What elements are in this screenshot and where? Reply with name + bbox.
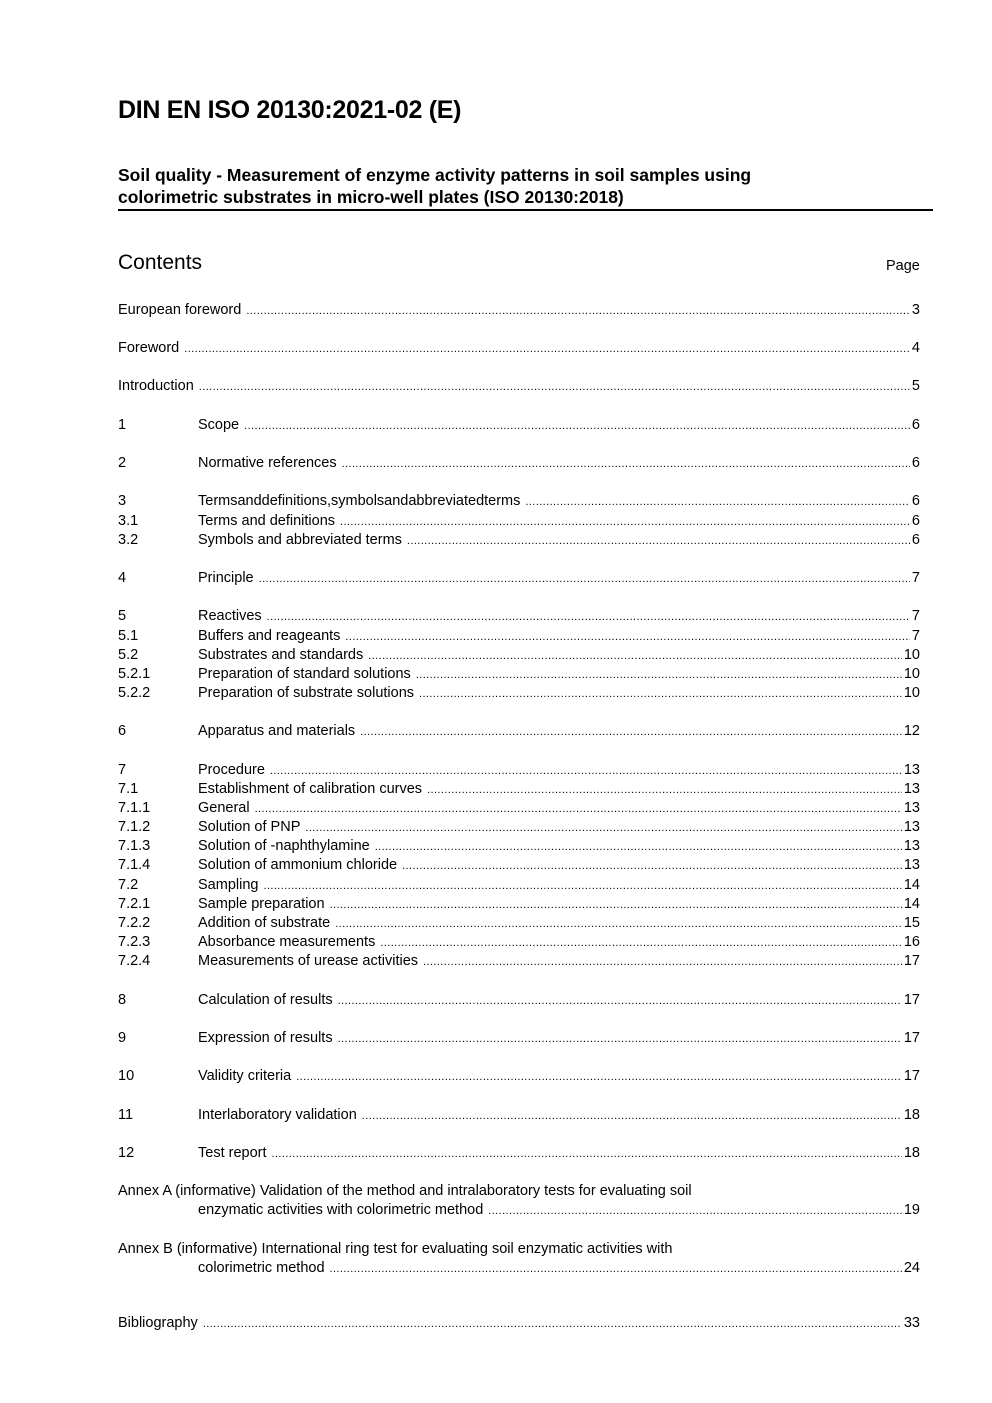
dot-leader — [203, 1314, 902, 1334]
toc-entry-page: 17 — [903, 953, 920, 969]
subtitle-line-2: colorimetric substrates in micro-well plates (ISO 20130:2018) — [118, 187, 624, 207]
dot-leader — [488, 1201, 902, 1221]
toc-entry-number: 3.1 — [118, 513, 139, 529]
dot-leader — [525, 492, 910, 512]
dot-leader — [184, 339, 910, 359]
toc-entry-page: 15 — [903, 915, 920, 931]
toc-entry[interactable] — [118, 531, 920, 550]
toc-entry[interactable] — [118, 799, 920, 818]
toc-entry-page: 13 — [903, 857, 920, 873]
toc-entry-number: 1 — [118, 417, 127, 433]
toc-entry-title: European foreword — [118, 302, 242, 318]
toc-entry[interactable] — [118, 684, 920, 703]
document-subtitle — [118, 164, 933, 211]
toc-entry-number: 5.2 — [118, 647, 139, 663]
dot-leader — [419, 684, 902, 704]
toc-entry-title: Sampling — [198, 877, 259, 893]
toc-entry[interactable] — [118, 780, 920, 799]
toc-entry[interactable] — [118, 1029, 920, 1048]
dot-leader — [407, 531, 910, 551]
dot-leader — [270, 761, 902, 781]
toc-entry[interactable] — [118, 856, 920, 875]
toc-entry[interactable] — [118, 627, 920, 646]
toc-entry-number: 3.2 — [118, 532, 139, 548]
dot-leader — [362, 1106, 902, 1126]
dot-leader — [330, 895, 902, 915]
contents-heading: Contents — [118, 251, 203, 274]
toc-entry[interactable] — [118, 339, 920, 358]
toc-entry-page: 6 — [911, 455, 920, 471]
dot-leader — [380, 933, 902, 953]
toc-entry[interactable] — [118, 722, 920, 741]
toc-entry-number: 5.2.2 — [118, 685, 151, 701]
annex-title-line-1[interactable]: Annex B (informative) International ring test for evaluating soil enzymatic activities with — [118, 1241, 673, 1257]
dot-leader — [427, 780, 902, 800]
toc-entry-page: 6 — [911, 513, 920, 529]
toc-entry-number: 7.2.2 — [118, 915, 151, 931]
toc-entry-page: 10 — [903, 666, 920, 682]
toc-entry-number: 7 — [118, 762, 127, 778]
toc-entry-number: 11 — [118, 1107, 134, 1123]
toc-entry[interactable] — [118, 818, 920, 837]
annex-entry[interactable] — [198, 1201, 920, 1220]
toc-entry-title: Introduction — [118, 378, 194, 394]
dot-leader — [340, 512, 910, 532]
toc-entry-title: Reactives — [198, 608, 262, 624]
dot-leader — [402, 856, 902, 876]
dot-leader — [330, 1259, 902, 1279]
toc-entry-page: 7 — [911, 570, 920, 586]
dot-leader — [360, 722, 902, 742]
annex-title-line-2: colorimetric method — [198, 1260, 325, 1276]
toc-entry-title: Preparation of standard solutions — [198, 666, 411, 682]
toc-entry-title: Solution of PNP — [198, 819, 301, 835]
dot-leader — [416, 665, 902, 685]
toc-entry-number: 7.1.4 — [118, 857, 151, 873]
page-column-heading: Page — [886, 258, 920, 274]
toc-entry-bibliography[interactable] — [118, 1314, 920, 1333]
toc-entry-title: Addition of substrate — [198, 915, 331, 931]
toc-entry-number: 5.2.1 — [118, 666, 151, 682]
toc-entry-page: 12 — [903, 723, 920, 739]
dot-leader — [368, 646, 902, 666]
toc-entry-title: Buffers and reageants — [198, 628, 341, 644]
toc-entry-page: 3 — [911, 302, 920, 318]
toc-entry-title: Expression of results — [198, 1030, 333, 1046]
toc-entry-page: 13 — [903, 838, 920, 854]
dot-leader — [267, 607, 910, 627]
toc-entry-title: Symbols and abbreviated terms — [198, 532, 402, 548]
toc-entry-page: 13 — [903, 819, 920, 835]
toc-entry-page: 4 — [911, 340, 920, 356]
toc-entry-number: 7.1.2 — [118, 819, 151, 835]
dot-leader — [375, 837, 902, 857]
toc-entry-title: Test report — [198, 1145, 267, 1161]
document-id: DIN EN ISO 20130:2021-02 (E) — [118, 96, 462, 124]
dot-leader — [263, 876, 901, 896]
dot-leader — [296, 1067, 902, 1087]
toc-entry[interactable] — [118, 952, 920, 971]
toc-entry-title: Calculation of results — [198, 992, 333, 1008]
toc-entry[interactable] — [118, 1067, 920, 1086]
annex-title-line-1[interactable]: Annex A (informative) Validation of the method and intralaboratory tests for evaluating soil — [118, 1183, 692, 1199]
dot-leader — [255, 799, 902, 819]
annex-entry[interactable] — [198, 1259, 920, 1278]
toc-entry[interactable] — [118, 933, 920, 952]
toc-entry[interactable] — [118, 569, 920, 588]
toc-entry-number: 7.2.3 — [118, 934, 151, 950]
toc-entry-title: Interlaboratory validation — [198, 1107, 357, 1123]
dot-leader — [338, 991, 902, 1011]
toc-entry[interactable] — [118, 492, 920, 511]
toc-entry-page: 6 — [911, 532, 920, 548]
toc-entry-title: Preparation of substrate solutions — [198, 685, 415, 701]
toc-entry[interactable] — [118, 512, 920, 531]
dot-leader — [335, 914, 902, 934]
toc-entry-page: 10 — [903, 685, 920, 701]
toc-entry[interactable] — [118, 837, 920, 856]
toc-entry-number: 7.2 — [118, 877, 139, 893]
subtitle-line-1: Soil quality - Measurement of enzyme activity patterns in soil samples using — [118, 165, 752, 185]
toc-entry-number: 5 — [118, 608, 127, 624]
toc-entry[interactable] — [118, 665, 920, 684]
dot-leader — [244, 416, 910, 436]
toc-entry-number: 10 — [118, 1068, 135, 1084]
toc-entry-title: Scope — [198, 417, 240, 433]
toc-entry-title: Apparatus and materials — [198, 723, 356, 739]
toc-entry-number: 12 — [118, 1145, 135, 1161]
toc-entry-title: Procedure — [198, 762, 265, 778]
dot-leader — [338, 1029, 902, 1049]
annex-page: 19 — [903, 1202, 920, 1218]
toc-entry[interactable] — [118, 416, 920, 435]
dot-leader — [423, 952, 902, 972]
toc-entry-number: 7.1.3 — [118, 838, 151, 854]
dot-leader — [345, 627, 910, 647]
toc-entry-page: 10 — [903, 647, 920, 663]
toc-entry-title: Terms and definitions — [198, 513, 336, 529]
toc-entry-number: 9 — [118, 1030, 127, 1046]
toc-entry-page: 13 — [903, 762, 920, 778]
dot-leader — [246, 301, 910, 321]
toc-entry-title: Absorbance measurements — [198, 934, 376, 950]
toc-entry[interactable] — [118, 914, 920, 933]
toc-entry-page: 17 — [903, 1030, 920, 1046]
toc-entry-page: 16 — [903, 934, 920, 950]
toc-entry[interactable] — [118, 377, 920, 396]
toc-entry[interactable] — [118, 607, 920, 626]
toc-entry-title: Validity criteria — [198, 1068, 292, 1084]
toc-entry[interactable] — [118, 991, 920, 1010]
toc-entry-number: 8 — [118, 992, 127, 1008]
dot-leader — [259, 569, 910, 589]
toc-entry[interactable] — [118, 1144, 920, 1163]
toc-entry-title: Principle — [198, 570, 254, 586]
dot-leader — [199, 377, 910, 397]
toc-entry[interactable] — [118, 646, 920, 665]
toc-entry[interactable] — [118, 1106, 920, 1125]
toc-entry-title: Sample preparation — [198, 896, 325, 912]
toc-entry-number: 4 — [118, 570, 127, 586]
toc-entry-page: 13 — [903, 781, 920, 797]
annex-page: 24 — [903, 1260, 920, 1276]
toc-entry[interactable] — [118, 895, 920, 914]
toc-entry-page: 6 — [911, 493, 920, 509]
toc-entry-title: Solution of -naphthylamine — [198, 838, 370, 854]
toc-entry-number: 2 — [118, 455, 127, 471]
dot-leader — [305, 818, 901, 838]
dot-leader — [272, 1144, 902, 1164]
toc-entry-page: 6 — [911, 417, 920, 433]
toc-entry-page: 17 — [903, 992, 920, 1008]
toc-entry-page: 13 — [903, 800, 920, 816]
toc-entry-title: Substrates and standards — [198, 647, 364, 663]
toc-entry-title: Termsanddefinitions,symbolsandabbreviatedterms — [198, 493, 521, 509]
toc-entry-title: Foreword — [118, 340, 180, 356]
toc-entry-page: 7 — [911, 608, 920, 624]
toc-entry-number: 7.1 — [118, 781, 139, 797]
toc-entry-page: 5 — [911, 378, 920, 394]
toc-entry-title: Bibliography — [118, 1315, 198, 1331]
toc-entry-page: 14 — [903, 877, 920, 893]
toc-entry-page: 17 — [903, 1068, 920, 1084]
toc-entry-number: 3 — [118, 493, 127, 509]
toc-entry-page: 18 — [903, 1107, 920, 1123]
toc-entry-page: 7 — [911, 628, 920, 644]
toc-entry[interactable] — [118, 301, 920, 320]
toc-entry-title: Establishment of calibration curves — [198, 781, 423, 797]
toc-entry[interactable] — [118, 761, 920, 780]
toc-entry-title: Normative references — [198, 455, 337, 471]
toc-entry-page: 14 — [903, 896, 920, 912]
toc-entry-number: 5.1 — [118, 628, 139, 644]
toc-entry-number: 6 — [118, 723, 127, 739]
toc-entry-title: Measurements of urease activities — [198, 953, 419, 969]
toc-entry-number: 7.2.1 — [118, 896, 151, 912]
toc-entry-page: 18 — [903, 1145, 920, 1161]
toc-entry-title: General — [198, 800, 250, 816]
toc-entry-number: 7.2.4 — [118, 953, 151, 969]
toc-entry-number: 7.1.1 — [118, 800, 151, 816]
annex-title-line-2: enzymatic activities with colorimetric method — [198, 1202, 484, 1218]
toc-entry[interactable] — [118, 454, 920, 473]
toc-entry-title: Solution of ammonium chloride — [198, 857, 398, 873]
dot-leader — [342, 454, 910, 474]
toc-entry-page: 33 — [903, 1315, 920, 1331]
toc-entry[interactable] — [118, 876, 920, 895]
